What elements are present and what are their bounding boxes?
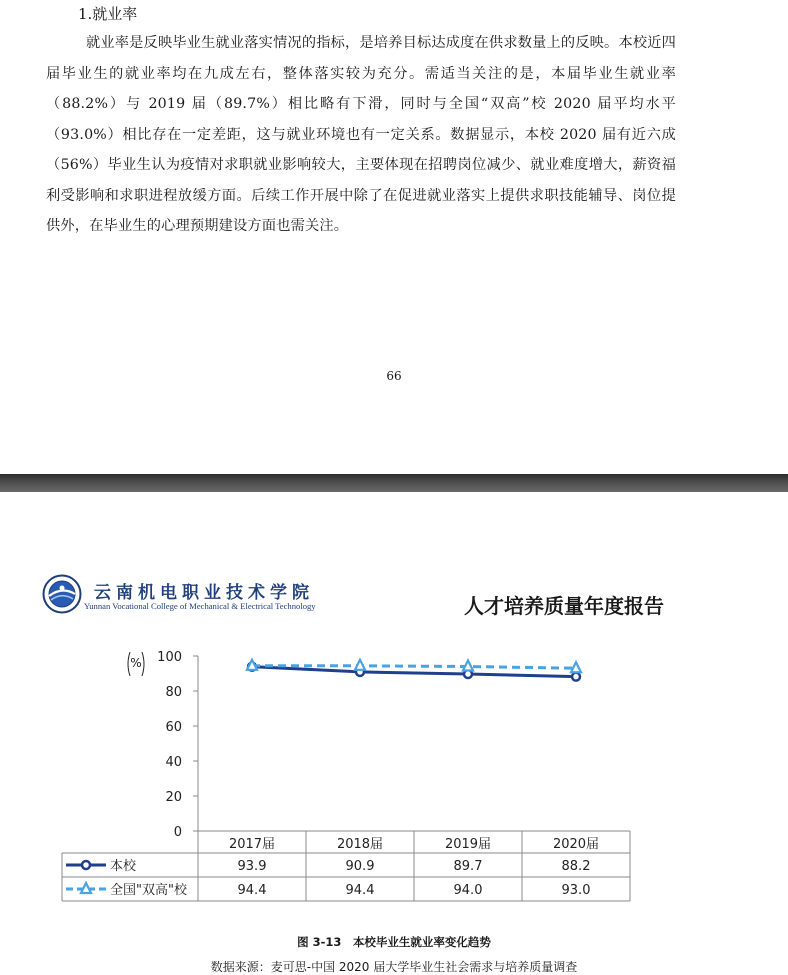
x-category-label: 2018届 [336, 837, 384, 852]
figure-caption: 图 3-13 本校毕业生就业率变化趋势 [297, 935, 491, 949]
x-category-label: 2020届 [552, 837, 600, 852]
table-value: 94.4 [345, 883, 375, 898]
data-point [463, 661, 473, 671]
school-name-en: Yunnan Vocational College of Mechanical & Electrical Technology [84, 601, 316, 611]
y-label-bracket [142, 652, 144, 676]
section-heading: 1.就业率 [78, 5, 138, 23]
data-point [572, 673, 580, 681]
table-value: 94.4 [237, 883, 267, 898]
y-tick-label: 60 [165, 720, 182, 735]
y-tick-label: 20 [165, 790, 182, 805]
x-category-label: 2017届 [228, 837, 276, 852]
legend-label: 全国"双高"校 [110, 883, 187, 898]
table-value: 90.9 [345, 859, 375, 874]
table-value: 88.2 [561, 859, 591, 874]
y-tick-label: 0 [173, 825, 182, 840]
page-number: 66 [386, 369, 402, 383]
y-tick-label: 40 [165, 755, 182, 770]
table-value: 93.0 [561, 883, 591, 898]
data-source: 数据来源：麦可思-中国 2020 届大学毕业生社会需求与培养质量调查 [210, 960, 578, 974]
y-axis-label: % [130, 656, 142, 670]
page-separator [0, 474, 788, 492]
school-name-cn: 云南机电职业技术学院 [94, 583, 314, 603]
x-category-label: 2019届 [444, 837, 492, 852]
y-tick-label: 80 [165, 685, 182, 700]
data-point [355, 660, 365, 670]
legend-marker [81, 883, 91, 893]
y-tick-label: 100 [157, 650, 182, 665]
table-value: 94.0 [453, 883, 483, 898]
report-title: 人才培养质量年度报告 [464, 594, 664, 618]
employment-rate-chart [0, 640, 788, 910]
table-value: 89.7 [453, 859, 483, 874]
data-point [571, 662, 581, 672]
data-point [247, 660, 257, 670]
table-value: 93.9 [237, 859, 267, 874]
legend-label: 本校 [110, 859, 137, 874]
legend-marker [82, 861, 90, 869]
body-paragraph: 就业率是反映毕业生就业落实情况的指标，是培养目标达成度在供求数量上的反映。本校近四届毕业生的就业率均在九成左右，整体落实较为充分。需适当关注的是，本届毕业生就业率（88.2%）与 2019 届（89.7%）相比略有下滑，同时与全国“双高”校 2020 届平均水平（93.0%）相比存在一定差距，这与就业环境也有一定关系。数据显示，本校 2020 届有近六成（56%）毕业生认为疫情对求职就业影响较大，主要体现在招聘岗位减少、就业难度增大，薪资福利受影响和求职进程放缓方面。后续工作开展中除了在促进就业落实上提供求职技能辅导、岗位提供外，在毕业生的心理预期建设方面也需关注。 [46, 35, 676, 234]
college-seal-logo [42, 574, 82, 614]
